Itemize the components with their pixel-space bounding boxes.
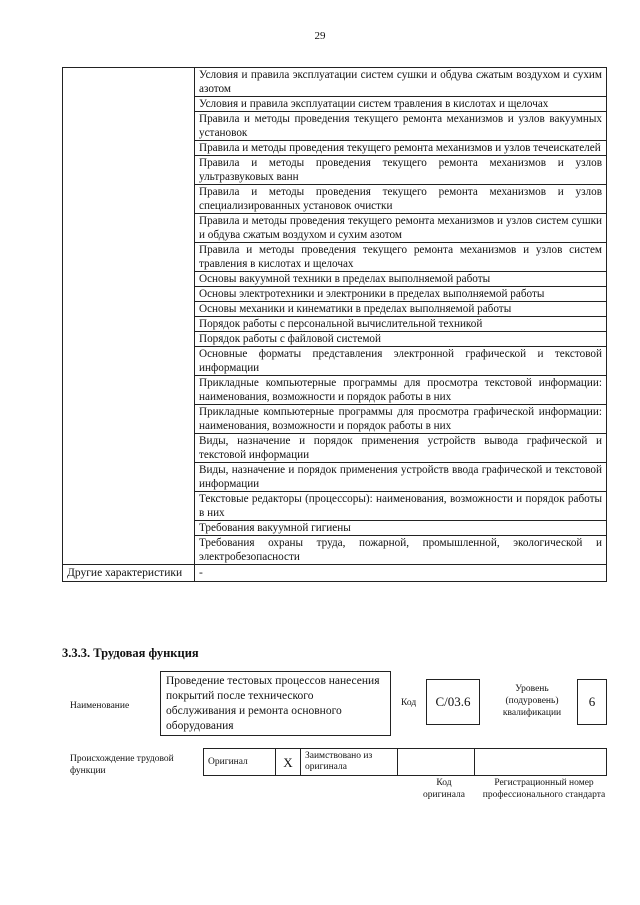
function-name-value: Проведение тестовых процессов нанесения покрытий после технического обслуживания и ремонта основного оборудования (160, 671, 391, 736)
code-label: Код (401, 698, 417, 708)
other-characteristics-value: - (195, 565, 607, 582)
knowledge-item: Основы электротехники и электроники в пределах выполняемой работы (195, 287, 607, 302)
knowledge-item: Правила и методы проведения текущего ремонта механизмов и узлов ультразвуковых ванн (195, 156, 607, 185)
qualification-level-value: 6 (577, 679, 607, 725)
original-code-caption: Код оригинала (423, 778, 465, 800)
origin-table (203, 748, 607, 776)
knowledge-table (62, 67, 607, 582)
knowledge-item: Виды, назначение и порядок применения устройств ввода графической и текстовой информации (195, 463, 607, 492)
knowledge-row (63, 68, 607, 97)
registration-number-cell (475, 749, 607, 776)
name-label: Наименование (70, 701, 130, 711)
section-title: 3.3.3. Трудовая функция (62, 646, 199, 660)
knowledge-item: Виды, назначение и порядок применения устройств вывода графической и текстовой информации (195, 434, 607, 463)
knowledge-item: Текстовые редакторы (процессоры): наименования, возможности и порядок работы в них (195, 492, 607, 521)
knowledge-item: Правила и методы проведения текущего ремонта механизмов и узлов вакуумных установок (195, 112, 607, 141)
knowledge-item: Требования вакуумной гигиены (195, 521, 607, 536)
original-mark: X (276, 749, 301, 776)
borrowed-cell: Заимствовано из оригинала (301, 749, 398, 776)
knowledge-label-cell (63, 68, 195, 565)
knowledge-item: Основы механики и кинематики в пределах выполняемой работы (195, 302, 607, 317)
knowledge-item: Правила и методы проведения текущего ремонта механизмов и узлов течеискателей (195, 141, 607, 156)
origin-label: Происхождение трудовой функции (70, 754, 174, 776)
knowledge-item: Прикладные компьютерные программы для просмотра текстовой информации: наименования, возможности и порядок работы в них (195, 376, 607, 405)
knowledge-item: Правила и методы проведения текущего ремонта механизмов и узлов систем сушки и обдува сжатым воздухом и сухим азотом (195, 214, 607, 243)
registration-number-caption: Регистрационный номер профессионального стандарта (482, 778, 606, 800)
knowledge-item: Правила и методы проведения текущего ремонта механизмов и узлов специализированных установок очистки (195, 185, 607, 214)
knowledge-item: Требования охраны труда, пожарной, промышленной, экологической и электробезопасности (195, 536, 607, 565)
other-characteristics-row (63, 565, 607, 582)
knowledge-item: Порядок работы с файловой системой (195, 332, 607, 347)
knowledge-item: Прикладные компьютерные программы для просмотра графической информации: наименования, возможности и порядок работы в них (195, 405, 607, 434)
knowledge-item: Основы вакуумной техники в пределах выполняемой работы (195, 272, 607, 287)
other-characteristics-label: Другие характеристики (63, 565, 195, 582)
page-number: 29 (314, 30, 326, 42)
knowledge-item: Порядок работы с персональной вычислительной техникой (195, 317, 607, 332)
knowledge-item: Основные форматы представления электронной графической и текстовой информации (195, 347, 607, 376)
level-label: Уровень (подуровень) квалификации (502, 684, 562, 718)
knowledge-item: Условия и правила эксплуатации систем сушки и обдува сжатым воздухом и сухим азотом (195, 68, 607, 97)
original-code-cell (398, 749, 475, 776)
knowledge-item: Условия и правила эксплуатации систем травления в кислотах и щелочах (195, 97, 607, 112)
function-code-value: C/03.6 (426, 679, 480, 725)
original-cell: Оригинал (204, 749, 276, 776)
knowledge-item: Правила и методы проведения текущего ремонта механизмов и узлов систем травления в кислотах и щелочах (195, 243, 607, 272)
